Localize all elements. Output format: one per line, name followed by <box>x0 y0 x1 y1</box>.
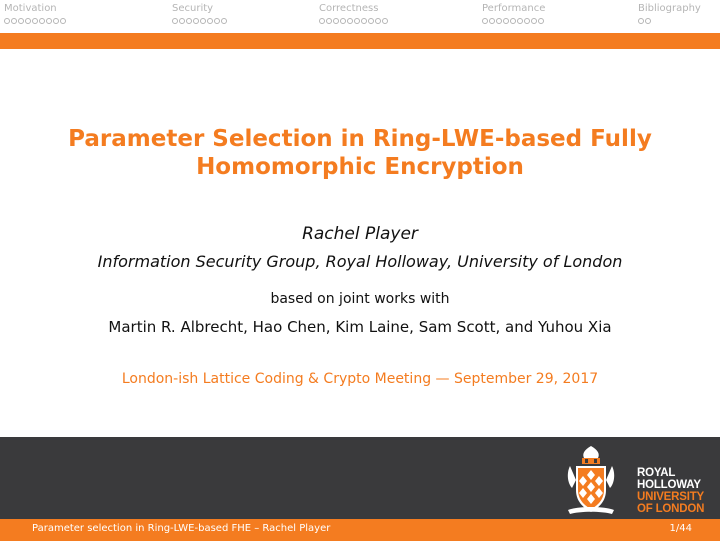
nav-dots <box>172 18 227 24</box>
nav-dot[interactable] <box>221 18 227 24</box>
nav-dot[interactable] <box>200 18 206 24</box>
nav-dot[interactable] <box>531 18 537 24</box>
nav-label: Security <box>172 3 214 14</box>
nav-dot[interactable] <box>375 18 381 24</box>
nav-dot[interactable] <box>25 18 31 24</box>
header-accent-bar <box>0 33 720 49</box>
nav-section-correctness[interactable] <box>319 3 388 24</box>
nav-dot[interactable] <box>333 18 339 24</box>
nav-dot[interactable] <box>11 18 17 24</box>
joint-works-note: based on joint works with <box>270 291 450 307</box>
nav-section-bibliography[interactable] <box>638 3 701 24</box>
nav-dot[interactable] <box>368 18 374 24</box>
nav-dot[interactable] <box>60 18 66 24</box>
nav-dot[interactable] <box>496 18 502 24</box>
coauthors-list: Martin R. Albrecht, Hao Chen, Kim Laine, Sam Scott, and Yuhou Xia <box>108 318 612 336</box>
slide-title <box>0 125 720 181</box>
nav-dot[interactable] <box>524 18 530 24</box>
footer-bar <box>0 519 720 541</box>
nav-dot[interactable] <box>489 18 495 24</box>
nav-dots <box>319 18 388 24</box>
nav-dot[interactable] <box>186 18 192 24</box>
page-number: 1/44 <box>669 523 692 534</box>
nav-label: Correctness <box>319 3 379 14</box>
nav-dots <box>4 18 66 24</box>
royal-holloway-logo <box>637 467 704 515</box>
logo-line-4: OF LONDON <box>637 503 705 515</box>
nav-dot[interactable] <box>46 18 52 24</box>
nav-dot[interactable] <box>517 18 523 24</box>
nav-dot[interactable] <box>214 18 220 24</box>
logo-line-3: UNIVERSITY <box>637 491 705 503</box>
title-line-2: Homomorphic Encryption <box>196 154 524 180</box>
nav-dot[interactable] <box>482 18 488 24</box>
event-info: London-ish Lattice Coding & Crypto Meeting — September 29, 2017 <box>121 371 599 387</box>
nav-dot[interactable] <box>347 18 353 24</box>
nav-section-performance[interactable] <box>482 3 545 24</box>
nav-dot[interactable] <box>645 18 651 24</box>
title-line-1: Parameter Selection in Ring-LWE-based Fully <box>68 126 652 152</box>
nav-dot[interactable] <box>638 18 644 24</box>
nav-dot[interactable] <box>207 18 213 24</box>
author-affiliation: Information Security Group, Royal Holloway, University of London <box>97 252 623 271</box>
footer-title: Parameter selection in Ring-LWE-based FHE – Rachel Player <box>32 523 331 534</box>
nav-dot[interactable] <box>172 18 178 24</box>
nav-dot[interactable] <box>361 18 367 24</box>
nav-dot[interactable] <box>382 18 388 24</box>
nav-section-security[interactable] <box>172 3 227 24</box>
nav-dot[interactable] <box>39 18 45 24</box>
nav-label: Performance <box>482 3 546 14</box>
nav-dot[interactable] <box>4 18 10 24</box>
nav-dot[interactable] <box>503 18 509 24</box>
author-name: Rachel Player <box>302 224 418 244</box>
logo-line-1: ROYAL <box>637 467 676 479</box>
nav-dot[interactable] <box>538 18 544 24</box>
nav-dot[interactable] <box>510 18 516 24</box>
nav-dot[interactable] <box>319 18 325 24</box>
nav-dots <box>482 18 545 24</box>
nav-dots <box>638 18 701 24</box>
nav-dot[interactable] <box>193 18 199 24</box>
nav-dot[interactable] <box>354 18 360 24</box>
nav-label: Motivation <box>4 3 57 14</box>
nav-dot[interactable] <box>53 18 59 24</box>
nav-section-motivation[interactable] <box>4 3 66 24</box>
royal-holloway-crest-icon <box>564 444 618 518</box>
nav-dot[interactable] <box>18 18 24 24</box>
nav-dot[interactable] <box>179 18 185 24</box>
nav-dot[interactable] <box>340 18 346 24</box>
navigation-bar <box>0 0 720 33</box>
nav-dot[interactable] <box>32 18 38 24</box>
logo-line-2: HOLLOWAY <box>637 479 701 491</box>
nav-dot[interactable] <box>326 18 332 24</box>
nav-label: Bibliography <box>638 3 701 14</box>
